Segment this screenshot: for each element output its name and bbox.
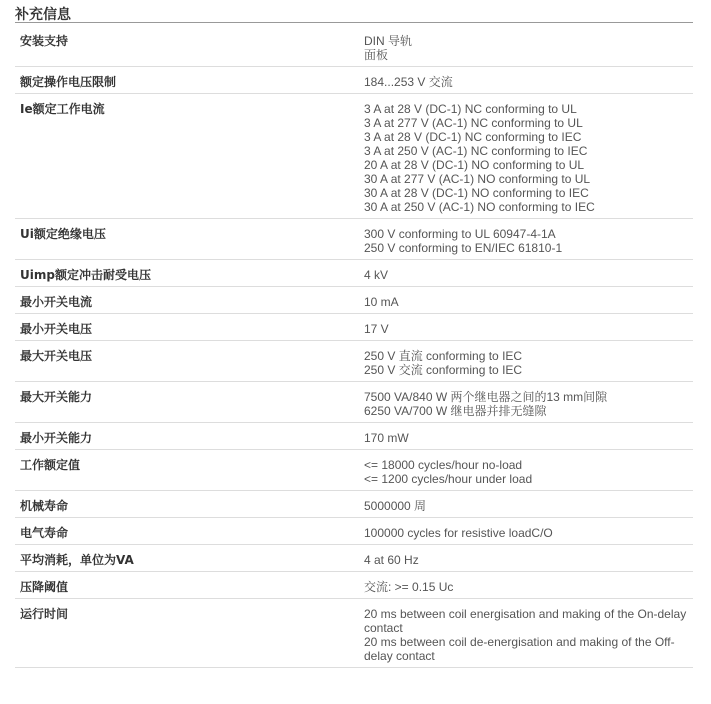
spec-row	[15, 423, 693, 450]
spec-row	[15, 287, 693, 314]
spec-label: 最小开关电流	[15, 287, 364, 314]
spec-label: 最小开关能力	[15, 423, 364, 450]
spec-value	[364, 219, 693, 260]
spec-value-line: 184...253 V 交流	[364, 75, 453, 89]
spec-value-line: 6250 VA/700 W 继电器并排无缝隙	[364, 404, 547, 418]
spec-label: 工作额定值	[15, 450, 364, 491]
spec-label: 安装支持	[15, 26, 364, 67]
spec-row	[15, 599, 693, 668]
spec-label: 最大开关电压	[15, 341, 364, 382]
spec-value	[364, 260, 693, 287]
spec-label: Ie额定工作电流	[15, 94, 364, 219]
spec-row	[15, 572, 693, 599]
spec-value-line: 4 at 60 Hz	[364, 553, 419, 567]
spec-label: 电气寿命	[15, 518, 364, 545]
spec-value	[364, 287, 693, 314]
spec-value-line: DIN 导轨	[364, 34, 413, 48]
spec-label: 压降阈值	[15, 572, 364, 599]
spec-value	[364, 94, 693, 219]
spec-label: Uimp额定冲击耐受电压	[15, 260, 364, 287]
spec-value-line: 300 V conforming to UL 60947-4-1A	[364, 227, 556, 241]
spec-value	[364, 572, 693, 599]
spec-value-line: 20 ms between coil energisation and making of the On-delay	[364, 607, 687, 621]
spec-row	[15, 67, 693, 94]
spec-row	[15, 450, 693, 491]
spec-value-line: 170 mW	[364, 431, 409, 445]
spec-value	[364, 341, 693, 382]
spec-row	[15, 219, 693, 260]
specs-table-body	[15, 26, 693, 668]
spec-value-line: 20 ms between coil de-energisation and making of the Off-	[364, 635, 675, 649]
section-title: 补充信息	[15, 7, 71, 23]
spec-value-line: 4 kV	[364, 268, 389, 282]
spec-value	[364, 545, 693, 572]
spec-value-line: 250 V 交流 conforming to IEC	[364, 363, 523, 377]
spec-row	[15, 545, 693, 572]
spec-value-line: 3 A at 250 V (AC-1) NC conforming to IEC	[364, 144, 588, 158]
spec-value-line: <= 1200 cycles/hour under load	[364, 472, 533, 486]
spec-label: 最小开关电压	[15, 314, 364, 341]
spec-value-line: 100000 cycles for resistive loadC/O	[364, 526, 553, 540]
spec-value-line: 交流: >= 0.15 Uc	[364, 580, 454, 594]
spec-value	[364, 450, 693, 491]
spec-value-line: 10 mA	[364, 295, 399, 309]
spec-value	[364, 382, 693, 423]
spec-value	[364, 314, 693, 341]
spec-value-line: delay contact	[364, 649, 435, 663]
spec-label: 运行时间	[15, 599, 364, 668]
spec-value-line: 250 V 直流 conforming to IEC	[364, 349, 523, 363]
spec-row	[15, 382, 693, 423]
spec-value-line: 面板	[364, 48, 389, 62]
spec-label: 最大开关能力	[15, 382, 364, 423]
spec-value-line: 17 V	[364, 322, 389, 336]
spec-label: 额定操作电压限制	[15, 67, 364, 94]
spec-row	[15, 260, 693, 287]
spec-value-line: 250 V conforming to EN/IEC 61810-1	[364, 241, 563, 255]
spec-value-line: 3 A at 28 V (DC-1) NC conforming to IEC	[364, 130, 582, 144]
spec-value	[364, 26, 693, 67]
specs-table	[15, 26, 693, 668]
spec-row	[15, 26, 693, 67]
spec-label: 平均消耗，单位为VA	[15, 545, 364, 572]
spec-value	[364, 67, 693, 94]
spec-row	[15, 518, 693, 545]
spec-label: 机械寿命	[15, 491, 364, 518]
spec-row	[15, 94, 693, 219]
spec-value-line: 30 A at 277 V (AC-1) NO conforming to UL	[364, 172, 591, 186]
spec-row	[15, 314, 693, 341]
spec-value-line: 30 A at 250 V (AC-1) NO conforming to IEC	[364, 200, 595, 214]
spec-value	[364, 423, 693, 450]
spec-row	[15, 341, 693, 382]
spec-row	[15, 491, 693, 518]
spec-value-line: 7500 VA/840 W 两个继电器之间的13 mm间隙	[364, 390, 608, 404]
spec-label: Ui额定绝缘电压	[15, 219, 364, 260]
spec-value-line: <= 18000 cycles/hour no-load	[364, 458, 523, 472]
spec-value-line: 30 A at 28 V (DC-1) NO conforming to IEC	[364, 186, 589, 200]
spec-value	[364, 518, 693, 545]
spec-value-line: 5000000 周	[364, 499, 427, 513]
spec-value-line: 3 A at 277 V (AC-1) NC conforming to UL	[364, 116, 583, 130]
spec-value	[364, 599, 693, 668]
spec-value-line: 3 A at 28 V (DC-1) NC conforming to UL	[364, 102, 577, 116]
spec-value-line: contact	[364, 621, 403, 635]
title-divider	[15, 22, 693, 23]
spec-value	[364, 491, 693, 518]
spec-value-line: 20 A at 28 V (DC-1) NO conforming to UL	[364, 158, 585, 172]
